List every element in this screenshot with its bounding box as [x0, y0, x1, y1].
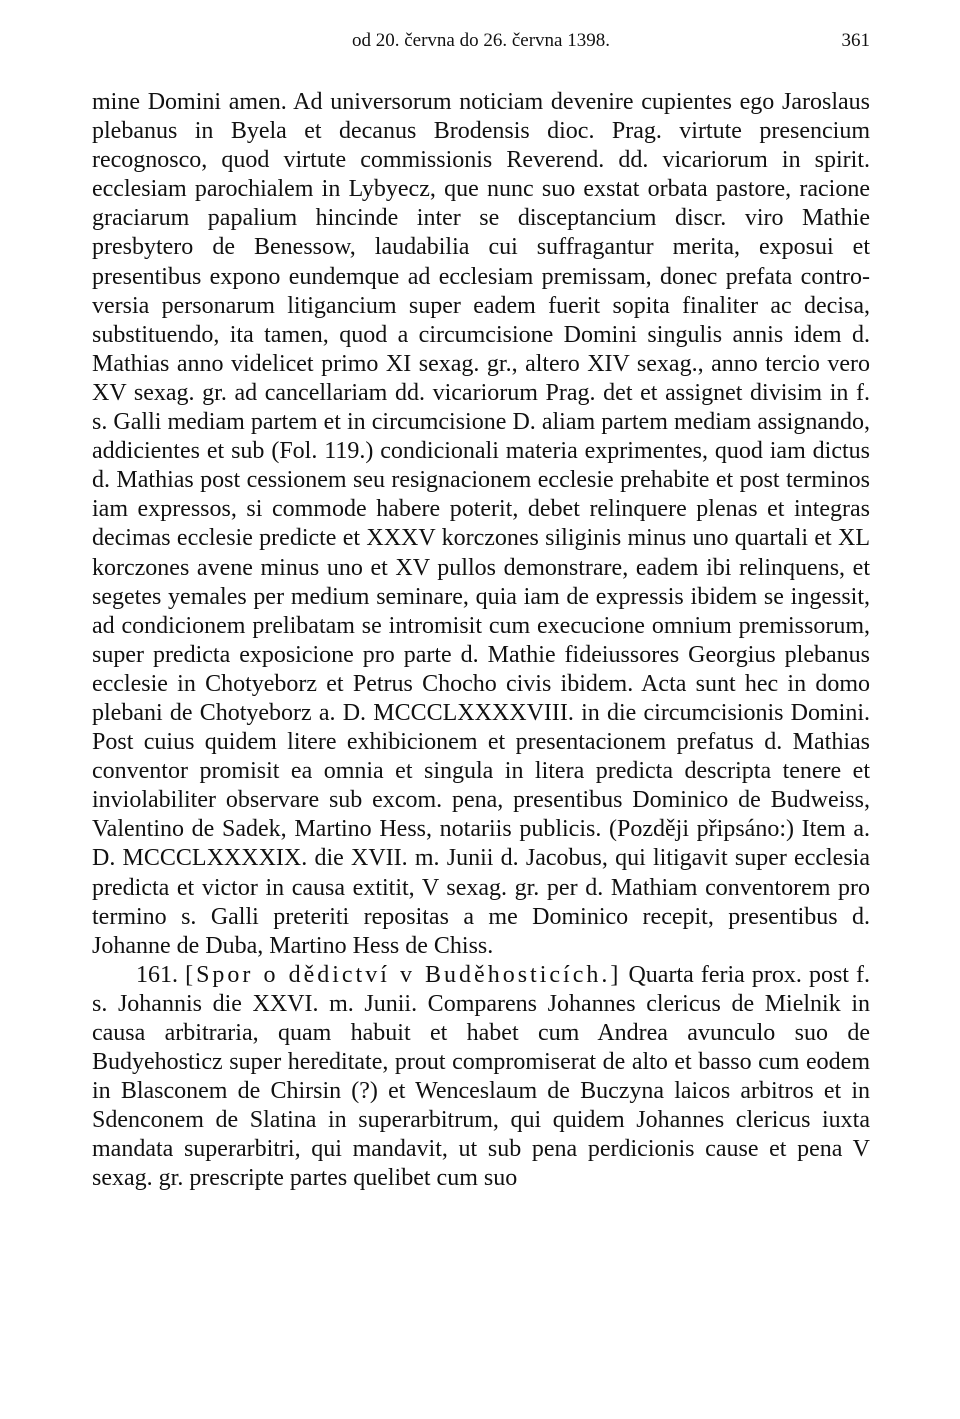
running-head — [92, 30, 870, 60]
entry-heading: [Spor o dědictví v Buděhosticích.] — [185, 961, 622, 988]
document-body — [92, 88, 870, 1194]
book-page — [92, 0, 870, 1194]
paragraph-continuation: mine Domini amen. Ad universorum noticiam devenire cupientes ego Jaroslaus plebanus in Byela et decanus Brodensis dioc. Prag. virtute presencium recognosco, quod virtute commissionis Reverend. dd. vicariorum in spirit. ecclesiam parochialem in Lybyecz, que nunc suo exstat orbata pastore, racione graciarum papalium hincinde inter se disceptancium discr. viro Mathie presbytero de Benessow, laudabilia cui suffragantur merita, exposui et presentibus expono eundemque ad ecclesiam premissam, donec prefata controversia personarum litigancium super eadem fuerit sopita finaliter ac decisa, substituendo, ita tamen, quod a circumcisione Domini singulis annis idem d. Mathias anno videlicet primo XI sexag. gr., altero XIV sexag., anno tercio vero XV sexag. gr. ad cancellariam dd. vicariorum Prag. det et assignet divisim in f. s. Galli mediam partem et in circumcisione D. aliam partem mediam assignando, addicientes et sub (Fol. 119.) condicionali materia exprimentes, quod iam dictus d. Mathias post cessionem seu resignacionem ecclesie prehabite et post terminos iam expressos, si commode habere poterit, debet relinquere plenas et integras decimas ecclesie predicte et XXXV korczones siliginis minus uno quartali et XL korczones avene minus uno et XV pullos demonstrare, eadem ibi relinquens, et segetes yemales per medium seminare, quia iam de expressis ibidem se ingessit, ad condicionem prelibatam se intromisit cum execucione omnium premissorum, super predicta exposicione pro parte d. Mathie fideiussores Georgius plebanus ecclesie in Chotyeborz et Petrus Chocho civis ibidem. Acta sunt hec in domo plebani de Chotyeborz a. D. MCCCLXXXXVIII. in die circumcisionis Domini. Post cuius quidem litere exhibicionem et presentacionem prefatus d. Mathias conventor promisit ea omnia et singula in litera predicta descripta tenere et inviolabiliter observare sub excom. pena, presentibus Dominico de Budweiss, Valentino de Sadek, Martino Hess, notariis publicis. (Později připsáno:) Item a. D. MCCCLXXXXIX. die XVII. m. Junii d. Jacobus, qui litigavit super ecclesia predicta et victor in causa extitit, V sexag. gr. per d. Mathiam conventorem pro termino s. Galli preteriti repositas a me Dominico recepit, presentibus d. Johanne de Duba, Martino Hess de Chiss. — [92, 89, 870, 959]
entry-text: Quarta feria prox. post f. s. Johannis die XXVI. m. Junii. Comparens Johannes clericus de Mielnik in causa arbitraria, quam habuit et habet cum Andrea avunculo suo de Budyehosticz super hereditate, prout compromiserat de alto et basso cum eodem in Blasconem de Chirsin (?) et Wenceslaum de Buczyna laicos arbitros et in Sdenconem de Slatina in superarbitrum, qui quidem Johannes clericus iuxta mandata superarbitri, qui mandavit, ut sub pena perdicionis cause et pena V sexag. gr. prescripte partes quelibet cum suo — [92, 961, 871, 1192]
page-header-title: od 20. června do 26. června 1398. — [351, 30, 610, 51]
entry-number: 161. — [136, 961, 178, 988]
page-number: 361 — [841, 30, 870, 51]
paragraph-entry-161 — [92, 961, 870, 1194]
